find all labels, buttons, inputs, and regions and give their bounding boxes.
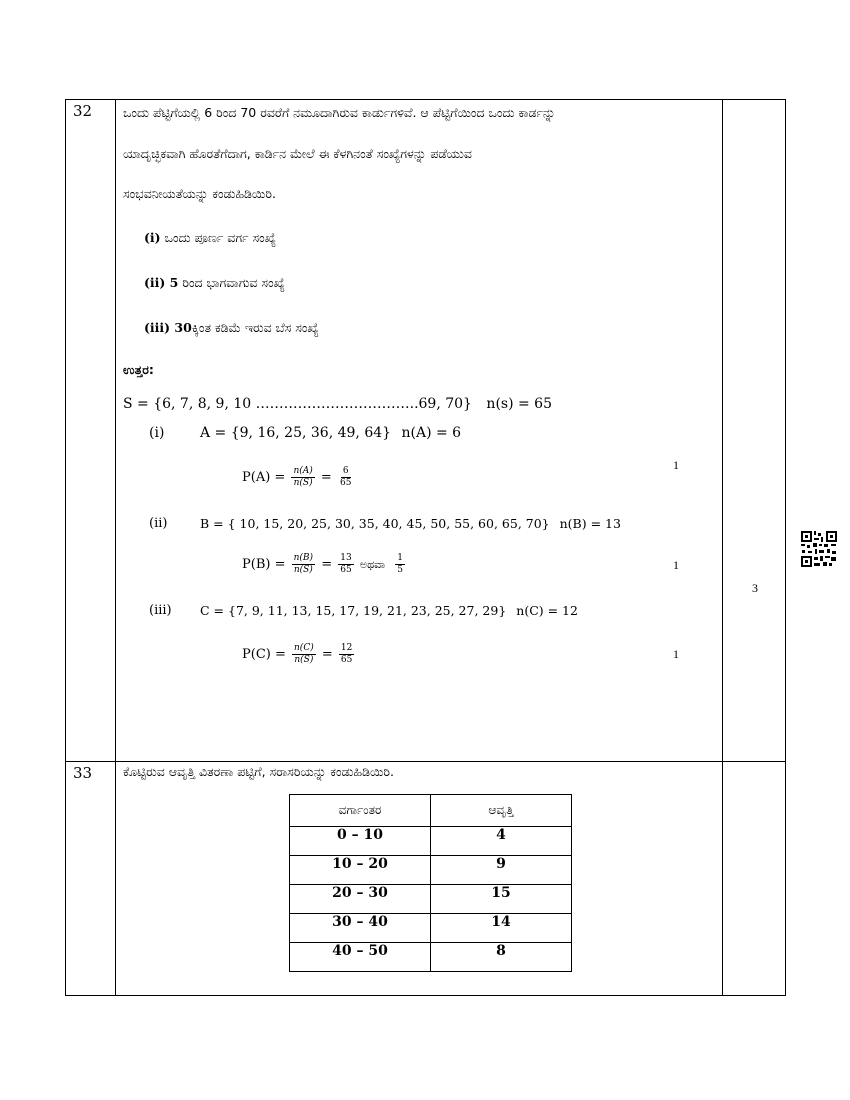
question-table bbox=[65, 99, 786, 996]
frequency-cell: 15 bbox=[431, 885, 572, 914]
set-text: A = {9, 16, 25, 36, 49, 64} bbox=[200, 425, 392, 441]
class-interval-cell: 20 – 30 bbox=[290, 885, 431, 914]
question-33-body bbox=[116, 762, 723, 996]
frequency-cell: 8 bbox=[431, 943, 572, 972]
solution-2-probability bbox=[242, 553, 407, 576]
count-text: n(C) = 12 bbox=[516, 603, 578, 618]
table-row bbox=[290, 827, 572, 856]
question-32-total-marks: 3 bbox=[752, 581, 758, 595]
header-class-interval: ವರ್ಗಾಂತರ bbox=[290, 795, 431, 827]
q32-part-2 bbox=[144, 275, 285, 291]
part-text: ಕ್ಕಿಂತ ಕಡಿಮೆ ಇರುವ ಬೆಸ ಸಂಖ್ಯೆ bbox=[191, 320, 319, 335]
class-interval-cell: 30 – 40 bbox=[290, 914, 431, 943]
solution-3-set bbox=[200, 603, 578, 618]
solution-1-label: (i) bbox=[149, 425, 165, 441]
part-text: ರಿಂದ ಭಾಗವಾಗುವ ಸಂಖ್ಯೆ bbox=[182, 275, 285, 290]
fraction: $\frac{13}{65}$ bbox=[340, 553, 352, 575]
q32-line2: ಯಾದೃಚ್ಛಿಕವಾಗಿ ಹೊರತೆಗೆದಾಗ, ಕಾರ್ಡಿನ ಮೇಲೆ ಈ ಕೆಳಗಿನಂತೆ ಸಂಖ್ಯೆಗಳನ್ನು ಪಡೆಯುವ bbox=[123, 146, 472, 161]
answer-label: ಉತ್ತರ: bbox=[123, 362, 154, 377]
question-33-marks-cell bbox=[723, 762, 786, 996]
equals: = bbox=[321, 557, 333, 572]
solution-1-mark: 1 bbox=[673, 458, 679, 472]
frequency-table-header bbox=[290, 795, 572, 827]
frequency-cell: 14 bbox=[431, 914, 572, 943]
question-33-row bbox=[66, 762, 786, 996]
q32-line3: ಸಂಭವನೀಯತೆಯನ್ನು ಕಂಡುಹಿಡಿಯಿರಿ. bbox=[123, 186, 276, 201]
equals: = bbox=[320, 470, 332, 485]
question-33-number: 33 bbox=[66, 762, 116, 996]
frequency-table bbox=[289, 794, 572, 972]
q32-part-3 bbox=[144, 320, 319, 336]
part-text: ಒಂದು ಪೂರ್ಣ ವರ್ಗ ಸಂಖ್ಯೆ bbox=[164, 230, 277, 245]
equals: = bbox=[321, 647, 333, 662]
question-32-body bbox=[116, 100, 723, 762]
class-interval-cell: 0 – 10 bbox=[290, 827, 431, 856]
part-label: (ii) 5 bbox=[144, 275, 179, 290]
solution-2-label: (ii) bbox=[149, 516, 168, 531]
solution-3-probability bbox=[242, 643, 356, 666]
q32-line1: ಒಂದು ಪೆಟ್ಟಿಗೆಯಲ್ಲಿ 6 ರಿಂದ 70 ರವರೆಗೆ ನಮೂದಾಗಿರುವ ಕಾರ್ಡುಗಳಿವೆ. ಆ ಪೆಟ್ಟಿಗೆಯಿಂದ ಒಂದು ಕಾರ್ಡನ್ನು bbox=[123, 105, 556, 120]
table-row bbox=[290, 914, 572, 943]
solution-3-mark: 1 bbox=[673, 647, 679, 661]
set-text: B = { 10, 15, 20, 25, 30, 35, 40, 45, 50, 55, 60, 65, 70} bbox=[200, 516, 550, 531]
solution-1-probability bbox=[242, 466, 355, 489]
table-row bbox=[290, 856, 572, 885]
prob-lhs: P(B) = bbox=[242, 557, 286, 572]
frequency-cell: 9 bbox=[431, 856, 572, 885]
set-text: C = {7, 9, 11, 13, 15, 17, 19, 21, 23, 25, 27, 29} bbox=[200, 603, 507, 618]
fraction: $\frac{n(A)}{n(S)}$ bbox=[293, 466, 313, 488]
q33-question: ಕೊಟ್ಟಿರುವ ಆವೃತ್ತಿ ವಿತರಣಾ ಪಟ್ಟಿಗೆ, ಸರಾಸರಿಯನ್ನು ಕಂಡುಹಿಡಿಯಿರಿ. bbox=[123, 764, 394, 779]
table-row bbox=[290, 943, 572, 972]
fraction: $\frac{12}{65}$ bbox=[340, 643, 353, 665]
count-text: n(B) = 13 bbox=[559, 516, 621, 531]
sample-space bbox=[123, 396, 552, 412]
solution-3-label: (iii) bbox=[149, 603, 172, 618]
class-interval-cell: 40 – 50 bbox=[290, 943, 431, 972]
prob-lhs: P(A) = bbox=[242, 470, 286, 485]
solution-2-set bbox=[200, 516, 621, 531]
part-label: (iii) 30 bbox=[144, 320, 192, 335]
header-frequency: ಆವೃತ್ತಿ bbox=[431, 795, 572, 827]
part-label: (i) bbox=[144, 230, 161, 245]
solution-2-mark: 1 bbox=[673, 558, 679, 572]
qr-code-icon bbox=[800, 530, 838, 568]
fraction: $\frac{n(C)}{n(S)}$ bbox=[294, 643, 314, 665]
solution-1-set bbox=[200, 425, 461, 441]
prob-lhs: P(C) = bbox=[242, 647, 286, 662]
q32-part-1 bbox=[144, 230, 276, 246]
class-interval-cell: 10 – 20 bbox=[290, 856, 431, 885]
sample-space-set: S = {6, 7, 8, 9, 10 ……………………………..69, 70} bbox=[123, 396, 472, 412]
question-32-marks-cell bbox=[723, 100, 786, 762]
question-32-row bbox=[66, 100, 786, 762]
frequency-cell: 4 bbox=[431, 827, 572, 856]
table-row bbox=[290, 885, 572, 914]
fraction: $\frac{1}{5}$ bbox=[397, 553, 404, 575]
question-32-number: 32 bbox=[66, 100, 116, 762]
or-word: ಅಥವಾ bbox=[359, 558, 386, 571]
fraction: $\frac{n(B)}{n(S)}$ bbox=[293, 553, 314, 575]
count-text: n(A) = 6 bbox=[401, 425, 462, 441]
fraction: $\frac{6}{65}$ bbox=[339, 466, 352, 488]
sample-space-count: n(s) = 65 bbox=[486, 396, 552, 412]
